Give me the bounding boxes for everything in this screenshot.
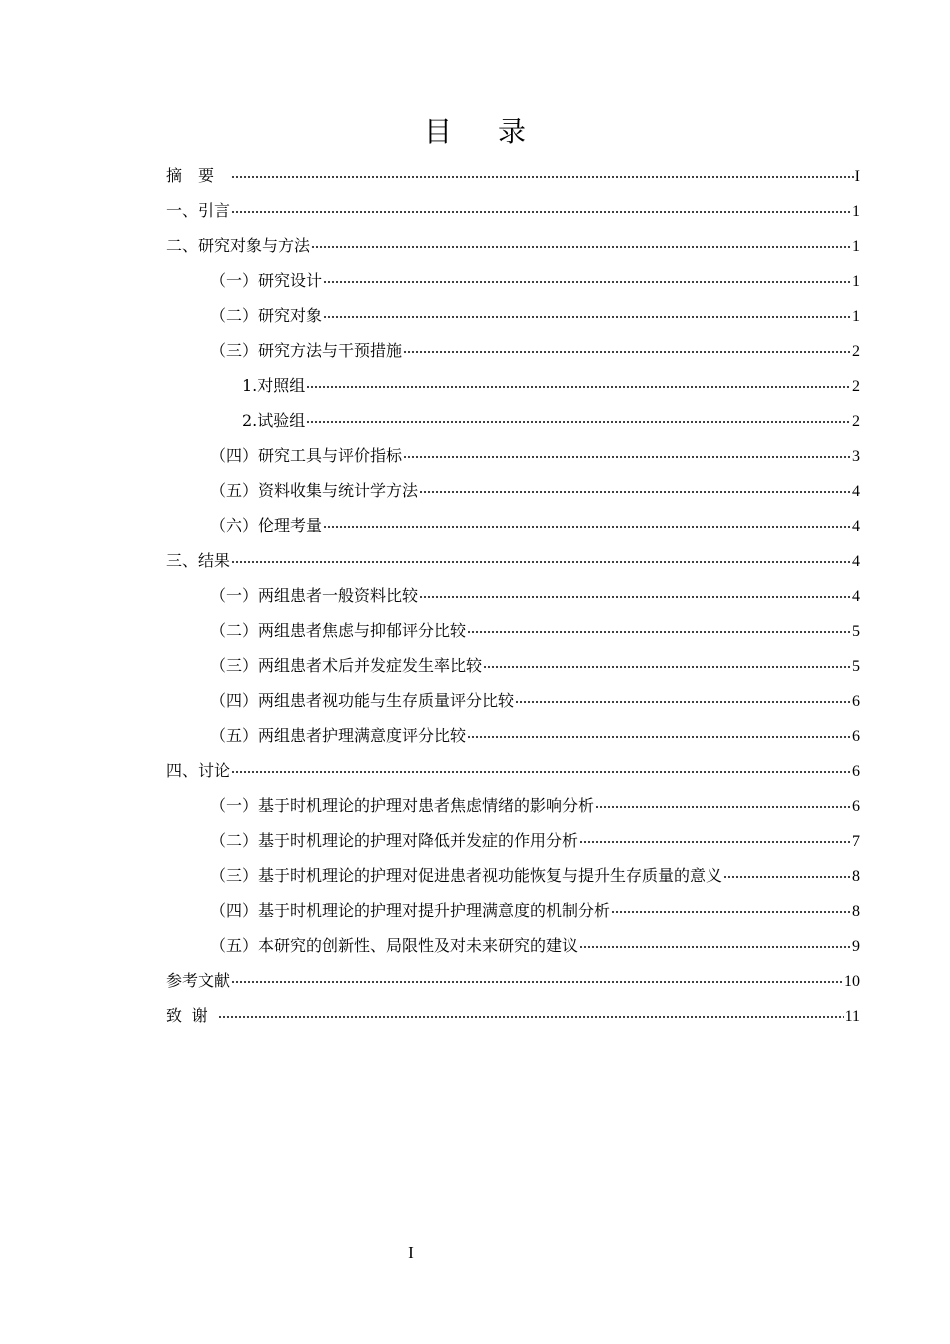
toc-dot-leader (323, 526, 851, 528)
toc-entry-label: （五）本研究的创新性、局限性及对未来研究的建议 (210, 936, 579, 955)
toc-entry-label: 摘要 (166, 166, 231, 185)
toc-dot-leader (579, 946, 851, 948)
toc-entry[interactable] (166, 963, 860, 998)
toc-entry-page-number: 6 (852, 798, 860, 815)
toc-entry[interactable] (166, 928, 860, 963)
toc-entry[interactable] (166, 788, 860, 823)
toc-entry-page-number: 8 (852, 868, 860, 885)
toc-entry-page-number: 1 (852, 273, 860, 290)
toc-entry-page-number: 4 (852, 518, 860, 535)
toc-entry-page-number: 1 (852, 203, 860, 220)
toc-dot-leader (231, 211, 851, 213)
toc-entry[interactable] (166, 263, 860, 298)
toc-entry[interactable] (166, 403, 860, 438)
toc-entry-label: 四、讨论 (166, 761, 231, 780)
toc-entry-label: （一）研究设计 (210, 271, 323, 290)
toc-entry[interactable] (166, 683, 860, 718)
toc-dot-leader (419, 596, 851, 598)
toc-entry-label: 二、研究对象与方法 (166, 236, 311, 255)
toc-entry-label: 三、结果 (166, 551, 231, 570)
toc-entry[interactable] (166, 193, 860, 228)
toc-dot-leader (723, 876, 851, 878)
toc-dot-leader (231, 561, 851, 563)
toc-entry-label: （六）伦理考量 (210, 516, 323, 535)
toc-dot-leader (483, 666, 851, 668)
toc-entry-page-number: 1 (852, 238, 860, 255)
toc-entry-page-number: 9 (852, 938, 860, 955)
toc-entry[interactable] (166, 333, 860, 368)
toc-entry-page-number: 6 (852, 728, 860, 745)
toc-entry[interactable] (166, 578, 860, 613)
toc-list (166, 158, 860, 1033)
toc-entry-page-number: 8 (852, 903, 860, 920)
toc-entry-page-number: 2 (852, 343, 860, 360)
toc-entry[interactable] (166, 718, 860, 753)
toc-entry-label: （三）研究方法与干预措施 (210, 341, 403, 360)
toc-dot-leader (323, 281, 851, 283)
toc-entry-label: 2.试验组 (242, 411, 306, 430)
toc-entry-label: （四）基于时机理论的护理对提升护理满意度的机制分析 (210, 901, 611, 920)
toc-entry-label: 1.对照组 (242, 376, 306, 395)
toc-entry-page-number: 4 (852, 553, 860, 570)
toc-entry-page-number: 5 (852, 658, 860, 675)
toc-dot-leader (323, 316, 851, 318)
toc-entry[interactable] (166, 648, 860, 683)
toc-entry[interactable] (166, 368, 860, 403)
toc-entry[interactable] (166, 508, 860, 543)
toc-entry-page-number: 1 (852, 308, 860, 325)
toc-entry-page-number: 3 (852, 448, 860, 465)
toc-title: 目录 (423, 115, 572, 148)
toc-dot-leader (515, 701, 851, 703)
toc-dot-leader (467, 631, 851, 633)
toc-entry-page-number: 4 (852, 483, 860, 500)
toc-dot-leader (311, 246, 851, 248)
toc-entry-label: 一、引言 (166, 201, 231, 220)
toc-entry[interactable] (166, 893, 860, 928)
toc-dot-leader (306, 421, 851, 423)
toc-entry[interactable] (166, 473, 860, 508)
toc-dot-leader (231, 771, 851, 773)
toc-entry-page-number: 4 (852, 588, 860, 605)
toc-entry-page-number: 6 (852, 763, 860, 780)
toc-dot-leader (467, 736, 851, 738)
toc-entry[interactable] (166, 228, 860, 263)
toc-entry-label: （一）两组患者一般资料比较 (210, 586, 419, 605)
toc-entry-label: （五）资料收集与统计学方法 (210, 481, 419, 500)
toc-entry-page-number: 2 (852, 413, 860, 430)
toc-dot-leader (595, 806, 851, 808)
toc-dot-leader (419, 491, 851, 493)
toc-entry-label: （一）基于时机理论的护理对患者焦虑情绪的影响分析 (210, 796, 595, 815)
toc-dot-leader (218, 1016, 843, 1018)
toc-entry-label: （二）研究对象 (210, 306, 323, 325)
toc-entry[interactable] (166, 613, 860, 648)
toc-entry[interactable] (166, 298, 860, 333)
toc-dot-leader (231, 176, 854, 178)
toc-dot-leader (403, 351, 851, 353)
toc-entry-page-number: 7 (852, 833, 860, 850)
toc-entry[interactable] (166, 858, 860, 893)
toc-entry-page-number: 5 (852, 623, 860, 640)
toc-entry-label: （三）基于时机理论的护理对促进患者视功能恢复与提升生存质量的意义 (210, 866, 723, 885)
toc-entry-page-number: 6 (852, 693, 860, 710)
toc-entry-page-number: 2 (852, 378, 860, 395)
toc-entry-label: （四）两组患者视功能与生存质量评分比较 (210, 691, 515, 710)
toc-entry[interactable] (166, 158, 860, 193)
toc-entry-page-number: 11 (844, 1008, 860, 1025)
toc-entry-label: （二）两组患者焦虑与抑郁评分比较 (210, 621, 467, 640)
toc-entry-label: （二）基于时机理论的护理对降低并发症的作用分析 (210, 831, 579, 850)
toc-dot-leader (403, 456, 851, 458)
toc-dot-leader (306, 386, 851, 388)
toc-dot-leader (231, 981, 843, 983)
toc-entry-label: 参考文献 (166, 971, 231, 990)
toc-entry-label: 致谢 (166, 1006, 218, 1025)
page-number: I (408, 1243, 414, 1262)
toc-entry[interactable] (166, 543, 860, 578)
toc-entry-label: （三）两组患者术后并发症发生率比较 (210, 656, 483, 675)
toc-entry-page-number: 10 (844, 973, 860, 990)
toc-entry-label: （四）研究工具与评价指标 (210, 446, 403, 465)
toc-dot-leader (611, 911, 851, 913)
toc-entry[interactable] (166, 823, 860, 858)
toc-entry-page-number: I (854, 168, 860, 185)
toc-dot-leader (579, 841, 851, 843)
toc-entry[interactable] (166, 438, 860, 473)
toc-entry[interactable] (166, 998, 860, 1033)
toc-entry[interactable] (166, 753, 860, 788)
toc-entry-label: （五）两组患者护理满意度评分比较 (210, 726, 467, 745)
